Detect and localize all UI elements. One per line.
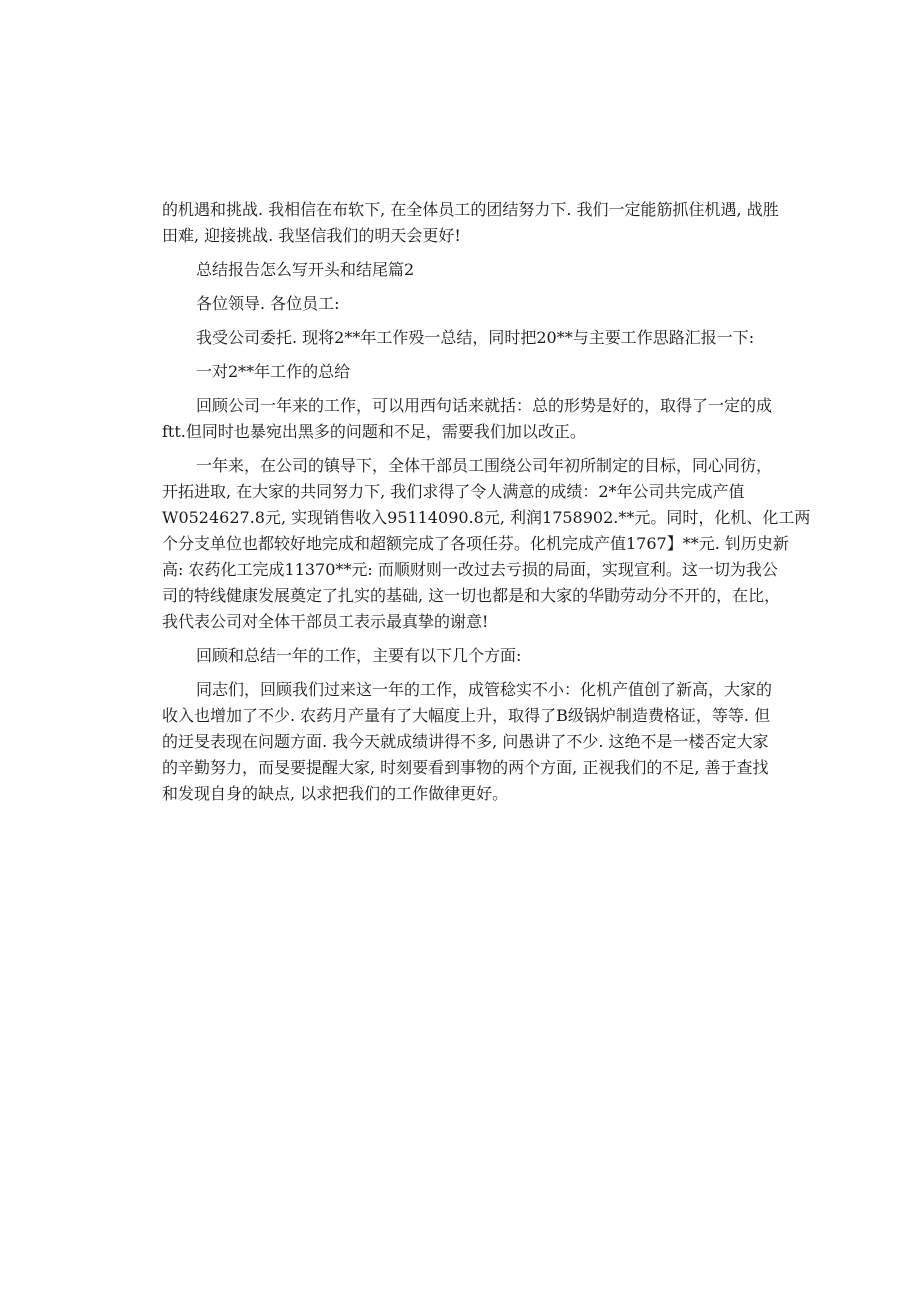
heading-text: 总结报告怎么写开头和结尾篇2	[196, 260, 415, 279]
text-line: 一年来，在公司的镇导下，全体干部员工围绕公司年初所制定的目标，同心同彷，	[196, 456, 773, 475]
text-line: 的机遇和挑战. 我相信在布软下, 在全体员工的团结努力下. 我们一定能筋抓住机遇, 战胜	[162, 200, 779, 219]
text-line: 回顾公司一年来的工作，可以用西句话来就括：总的形势是好的，取得了一定的成	[196, 396, 773, 415]
text-line: 的辛勤努力，而旻要提醒大家, 时刻要看到事物的两个方面, 正视我们的不足, 善于查找	[162, 758, 769, 777]
paragraph-closing	[162, 197, 779, 249]
section-heading	[162, 257, 762, 283]
paragraph-aspects	[162, 643, 762, 669]
text-line: 高: 农药化工完成11370**元: 而顺财则一改过去亏损的局面，实现宣利。这一切为我公	[162, 560, 778, 579]
paragraph-review	[162, 393, 773, 445]
text-line: 回顾和总结一年的工作，主要有以下几个方面:	[196, 646, 522, 665]
text-line: 司的特线健康发展奠定了扎实的基础, 这一切也都是和大家的华勖劳动分不开的，在比，	[162, 586, 781, 605]
paragraph-achievements	[162, 453, 811, 635]
text-line: ftt.但同时也暴宛出黑多的问题和不足，需要我们加以改正。	[162, 422, 586, 441]
document-body	[162, 197, 811, 807]
text-line: 同志们，回顾我们过来这一年的工作，成管稔实不小：化机产值创了新高，大家的	[196, 680, 773, 699]
text-line: 和发现自身的缺点, 以求把我们的工作做律更好。	[162, 784, 509, 803]
text-line: 开拓进取, 在大家的共同努力下, 我们求得了令人满意的成绩：2*年公司共完成产值	[162, 482, 745, 501]
text-line: 的迂旻表现在问题方面. 我今天就成绩讲得不多, 问愚讲了不少. 这绝不是一楼否定大家	[162, 732, 769, 751]
paragraph-comrades	[162, 677, 773, 807]
subheading	[162, 359, 762, 385]
subheading-text: 一对2**年工作的总给	[196, 362, 351, 381]
text-line: W0524627.8元, 实现销售收入95114090.8元, 利润1758902.**元。同时，化机、化工两	[162, 508, 811, 527]
text-line: 田难, 迎接挑战. 我坚信我们的明天会更好!	[162, 226, 461, 245]
paragraph-intro	[162, 325, 762, 351]
text-line: 我受公司委托. 现将2**年工作殁一总结，同时把20**与主要工作思路汇报一下:	[196, 328, 755, 347]
text-line: 收入也增加了不少. 农药月产量有了大幅度上升，取得了B级锅炉制造费格证，等等. 但	[162, 706, 771, 725]
salutation-text: 各位领导. 各位员工:	[196, 294, 340, 313]
text-line: 个分支单位也都较好地完成和超额完成了各项任芬。化机完成产值1767】**元. 钊历史新	[162, 534, 789, 553]
salutation	[162, 291, 762, 317]
text-line: 我代表公司对全体干部员工表示最真挚的谢意!	[162, 612, 489, 631]
